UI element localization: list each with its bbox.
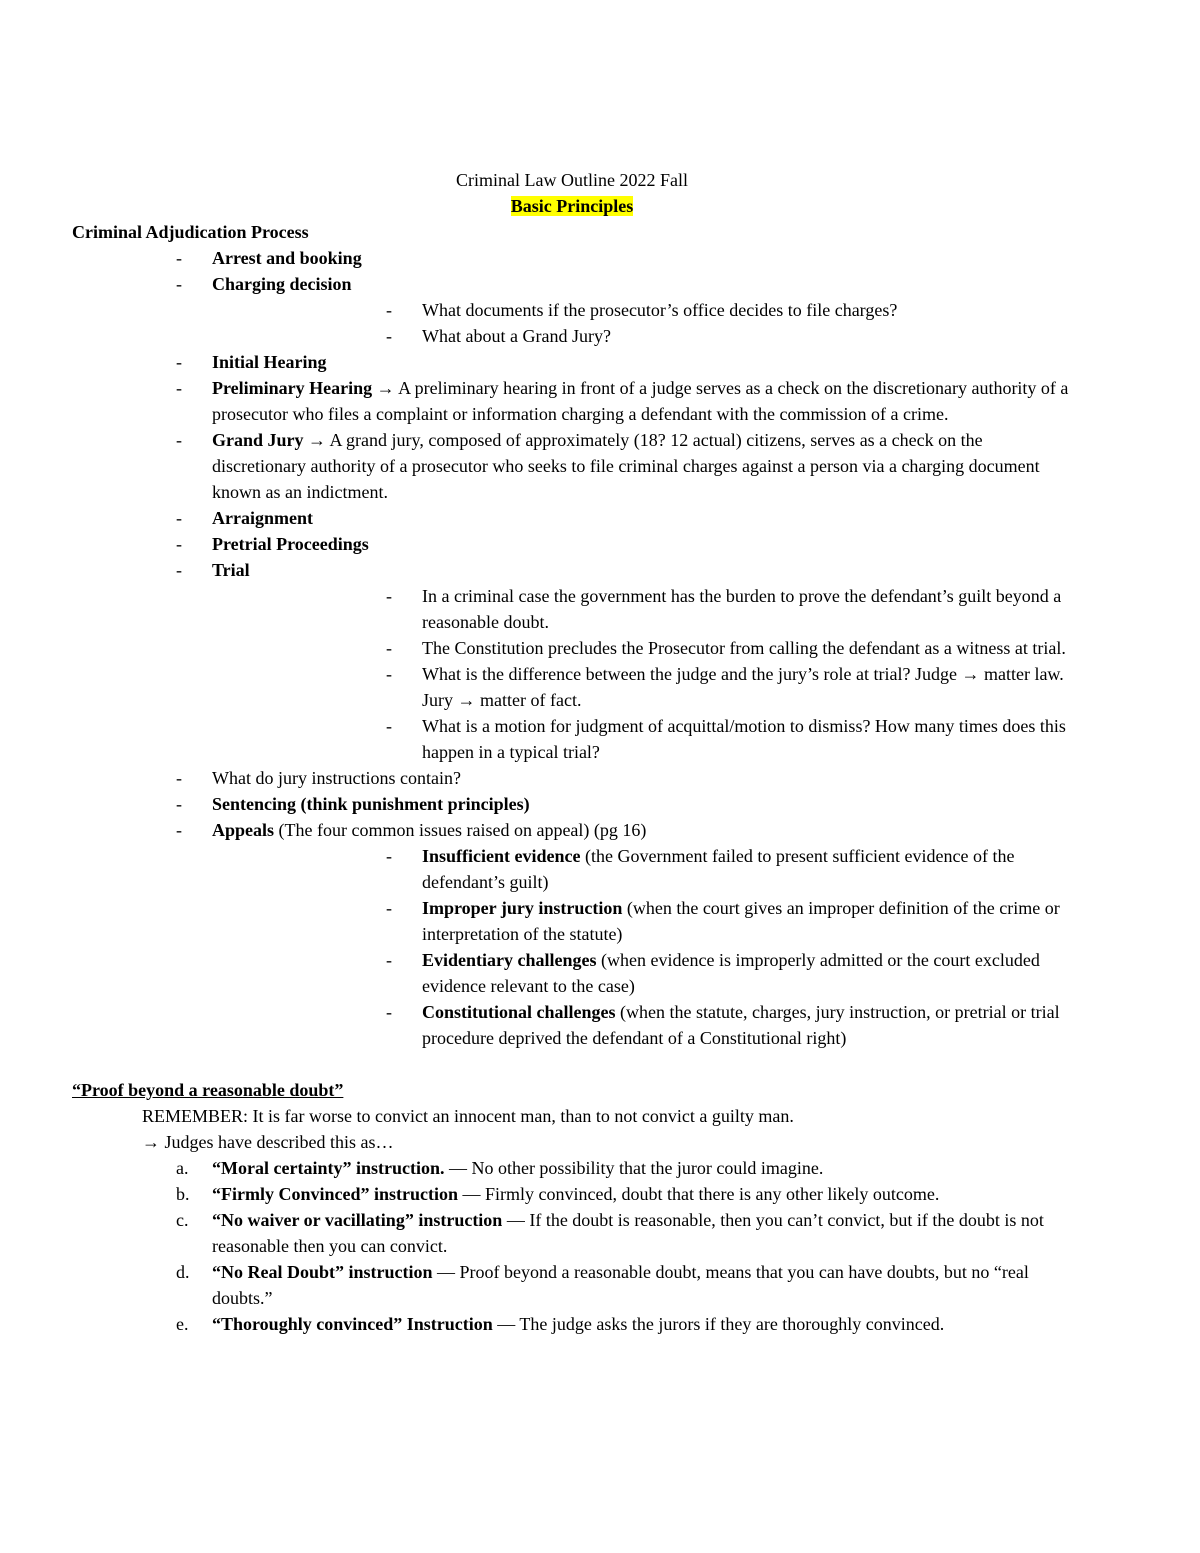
item-content xyxy=(212,534,369,554)
sub-list-item xyxy=(212,843,1072,895)
instruction-label: “Moral certainty” instruction. xyxy=(212,1158,445,1178)
sub-list-item xyxy=(212,713,1072,765)
sub-list-item xyxy=(212,947,1072,999)
instruction-list xyxy=(72,1155,1072,1337)
instruction-text: — No other possibility that the juror could imagine. xyxy=(444,1158,824,1178)
instruction-text: — Firmly convinced, doubt that there is any other likely outcome. xyxy=(458,1184,940,1204)
list-item xyxy=(72,817,1072,1051)
item-content xyxy=(212,820,646,840)
list-item xyxy=(72,765,1072,791)
list-item xyxy=(72,349,1072,375)
item-label: Pretrial Proceedings xyxy=(212,534,369,554)
bullet-dash: - xyxy=(176,768,182,788)
sub-list-item xyxy=(212,583,1072,635)
judges-intro: → Judges have described this as… xyxy=(142,1132,394,1152)
item-content xyxy=(212,248,362,268)
bullet-dash: - xyxy=(386,638,392,658)
sub-item-text: What is the difference between the judge and the jury’s role at trial? Judge → matter law. Jury → matter of fact. xyxy=(422,664,1064,710)
bullet-dash: - xyxy=(386,664,392,684)
item-label: Arraignment xyxy=(212,508,313,528)
bullet-dash: - xyxy=(176,560,182,580)
bullet-dash: - xyxy=(176,794,182,814)
sub-item-label: Evidentiary challenges xyxy=(422,950,597,970)
sub-list xyxy=(212,843,1072,1051)
bullet-dash: - xyxy=(176,248,182,268)
bullet-dash: - xyxy=(386,1002,392,1022)
instruction-item xyxy=(72,1181,1072,1207)
sub-list-item xyxy=(212,323,1072,349)
instruction-label: “No waiver or vacillating” instruction xyxy=(212,1210,503,1230)
bullet-dash: - xyxy=(386,716,392,736)
instruction-label: “No Real Doubt” instruction xyxy=(212,1262,433,1282)
sub-list-item xyxy=(212,297,1072,323)
list-marker: b. xyxy=(176,1184,190,1204)
instruction-text: — If the doubt is reasonable, then you can’t convict, but if the doubt is not reasonable then you can convict. xyxy=(212,1210,1044,1256)
sub-list-item xyxy=(212,661,1072,713)
sub-list-item xyxy=(212,999,1072,1051)
item-content xyxy=(212,378,1068,424)
bullet-dash: - xyxy=(176,352,182,372)
item-text: (The four common issues raised on appeal) (pg 16) xyxy=(274,820,647,840)
bullet-dash: - xyxy=(176,820,182,840)
instruction-label: “Firmly Convinced” instruction xyxy=(212,1184,458,1204)
sub-item-text: What documents if the prosecutor’s office decides to file charges? xyxy=(422,300,898,320)
item-content xyxy=(212,508,313,528)
bullet-dash: - xyxy=(176,378,182,398)
sub-list xyxy=(212,297,1072,349)
item-content xyxy=(212,560,250,580)
section-heading-reasonable-doubt: “Proof beyond a reasonable doubt” xyxy=(72,1080,344,1100)
item-text: What do jury instructions contain? xyxy=(212,768,461,788)
sub-item-text: (the Government failed to present sufficient evidence of the defendant’s guilt) xyxy=(422,846,1015,892)
item-content xyxy=(212,430,1040,502)
sub-item-text: In a criminal case the government has the burden to prove the defendant’s guilt beyond a reasonable doubt. xyxy=(422,586,1062,632)
bullet-dash: - xyxy=(386,950,392,970)
list-item xyxy=(72,427,1072,505)
item-content xyxy=(212,794,530,814)
list-marker: a. xyxy=(176,1158,189,1178)
item-label: Grand Jury xyxy=(212,430,304,450)
section-heading-adjudication: Criminal Adjudication Process xyxy=(72,222,309,242)
item-content xyxy=(212,274,352,294)
sub-list-item xyxy=(212,635,1072,661)
instruction-text: — The judge asks the jurors if they are thoroughly convinced. xyxy=(492,1314,945,1334)
sub-item-text: (when the statute, charges, jury instruction, or pretrial or trial procedure deprived the defendant of a Constitutional right) xyxy=(422,1002,1060,1048)
instruction-text: — Proof beyond a reasonable doubt, means that you can have doubts, but no “real doubts.” xyxy=(212,1262,1029,1308)
list-item xyxy=(72,271,1072,349)
bullet-dash: - xyxy=(386,586,392,606)
bullet-dash: - xyxy=(386,898,392,918)
item-label: Charging decision xyxy=(212,274,352,294)
sub-item-label: Insufficient evidence xyxy=(422,846,581,866)
sub-item-text: What is a motion for judgment of acquittal/motion to dismiss? How many times does this happen in a typical trial? xyxy=(422,716,1066,762)
sub-list-item xyxy=(212,895,1072,947)
bullet-dash: - xyxy=(386,326,392,346)
subtitle-highlight: Basic Principles xyxy=(510,196,634,216)
sub-list xyxy=(212,583,1072,765)
list-item xyxy=(72,375,1072,427)
instruction-item xyxy=(72,1155,1072,1181)
item-text: → A preliminary hearing in front of a judge serves as a check on the discretionary authority of a prosecutor who files a complaint or information charging a defendant with the commission of a crime. xyxy=(212,378,1069,424)
bullet-dash: - xyxy=(386,846,392,866)
sub-item-text: The Constitution precludes the Prosecutor from calling the defendant as a witness at trial. xyxy=(422,638,1066,658)
item-label: Initial Hearing xyxy=(212,352,327,372)
sub-item-text: What about a Grand Jury? xyxy=(422,326,611,346)
list-marker: e. xyxy=(176,1314,189,1334)
item-label: Sentencing (think punishment principles) xyxy=(212,794,530,814)
bullet-dash: - xyxy=(176,430,182,450)
sub-item-text: (when the court gives an improper definition of the crime or interpretation of the statute) xyxy=(422,898,1060,944)
bullet-dash: - xyxy=(176,534,182,554)
bullet-dash: - xyxy=(176,508,182,528)
list-item xyxy=(72,505,1072,531)
sub-item-text: (when evidence is improperly admitted or the court excluded evidence relevant to the case) xyxy=(422,950,1040,996)
document-title: Criminal Law Outline 2022 Fall xyxy=(456,170,688,190)
item-content xyxy=(212,768,461,788)
instruction-label: “Thoroughly convinced” Instruction xyxy=(212,1314,493,1334)
list-item xyxy=(72,245,1072,271)
remember-note: REMEMBER: It is far worse to convict an innocent man, than to not convict a guilty man. xyxy=(142,1106,794,1126)
item-label: Trial xyxy=(212,560,250,580)
instruction-item xyxy=(72,1259,1072,1311)
item-text: → A grand jury, composed of approximately (18? 12 actual) citizens, serves as a check on the discretionary authority of a prosecutor who seeks to file criminal charges against a person via a charging document known as an indictment. xyxy=(212,430,1040,502)
item-label: Appeals xyxy=(212,820,275,840)
instruction-item xyxy=(72,1311,1072,1337)
document-page xyxy=(72,167,1072,1337)
item-label: Arrest and booking xyxy=(212,248,362,268)
list-marker: c. xyxy=(176,1210,189,1230)
adjudication-list xyxy=(72,245,1072,1051)
bullet-dash: - xyxy=(386,300,392,320)
item-label: Preliminary Hearing xyxy=(212,378,373,398)
list-item xyxy=(72,791,1072,817)
bullet-dash: - xyxy=(176,274,182,294)
list-item xyxy=(72,557,1072,765)
sub-item-label: Improper jury instruction xyxy=(422,898,623,918)
item-content xyxy=(212,352,327,372)
list-marker: d. xyxy=(176,1262,190,1282)
document-subtitle xyxy=(72,193,1072,219)
list-item xyxy=(72,531,1072,557)
instruction-item xyxy=(72,1207,1072,1259)
sub-item-label: Constitutional challenges xyxy=(422,1002,616,1022)
